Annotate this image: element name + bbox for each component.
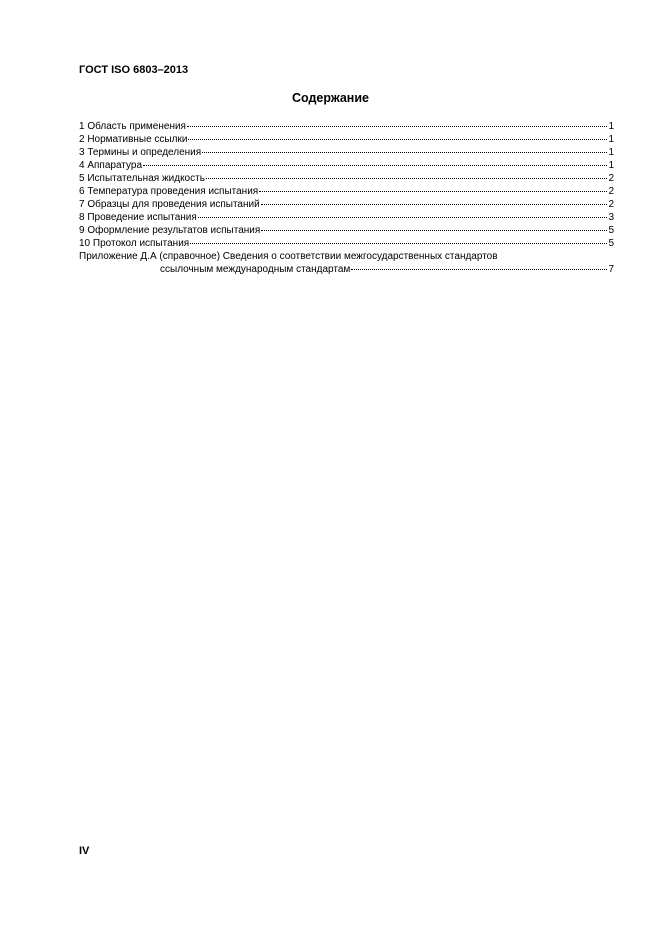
toc-entry-expression-of-results[interactable]	[79, 224, 614, 237]
toc-entry-title: 8 Проведение испытания	[79, 212, 197, 223]
toc-dot-leader	[143, 165, 607, 166]
toc-annex-title-continued: ссылочным международным стандартам	[160, 264, 351, 275]
table-of-contents	[79, 120, 614, 276]
toc-entry-test-temperature[interactable]	[79, 185, 614, 198]
page-number: IV	[79, 845, 90, 857]
toc-dot-leader	[206, 178, 608, 179]
toc-entry-page: 2	[608, 199, 614, 210]
toc-entry-test-specimens[interactable]	[79, 198, 614, 211]
toc-dot-leader	[190, 243, 607, 244]
toc-entry-title: 2 Нормативные ссылки	[79, 134, 188, 145]
toc-entry-terms-definitions[interactable]	[79, 146, 614, 159]
toc-dot-leader	[198, 217, 608, 218]
toc-dot-leader	[188, 139, 607, 140]
toc-entry-title: 4 Аппаратура	[79, 160, 143, 171]
toc-entry-title: 5 Испытательная жидкость	[79, 173, 205, 184]
toc-dot-leader	[202, 152, 607, 153]
toc-entry-page: 1	[608, 160, 614, 171]
toc-entry-page: 5	[608, 225, 614, 236]
toc-entry-apparatus[interactable]	[79, 159, 614, 172]
toc-annex-title: Приложение Д.А (справочное) Сведения о соответствии межгосударственных стандартов	[79, 251, 498, 262]
toc-entry-page: 3	[608, 212, 614, 223]
toc-entry-title: 1 Область применения	[79, 121, 186, 132]
toc-entry-procedure[interactable]	[79, 211, 614, 224]
toc-entry-title: 9 Оформление результатов испытания	[79, 225, 261, 236]
toc-dot-leader	[187, 126, 607, 127]
toc-entry-page: 1	[608, 147, 614, 158]
toc-entry-title: 6 Температура проведения испытания	[79, 186, 259, 197]
toc-heading: Содержание	[291, 91, 369, 105]
document-code: ГОСТ ISO 6803–2013	[79, 64, 189, 76]
toc-entry-page: 2	[608, 173, 614, 184]
toc-entry-normative-references[interactable]	[79, 133, 614, 146]
toc-entry-annex-line1[interactable]	[79, 250, 614, 263]
toc-entry-title: 7 Образцы для проведения испытаний	[79, 199, 260, 210]
toc-dot-leader	[351, 269, 607, 270]
toc-entry-annex-line2[interactable]	[79, 263, 614, 276]
toc-entry-page: 1	[608, 134, 614, 145]
toc-dot-leader	[259, 191, 607, 192]
toc-entry-scope[interactable]	[79, 120, 614, 133]
toc-entry-title: 10 Протокол испытания	[79, 238, 190, 249]
toc-entry-page: 2	[608, 186, 614, 197]
toc-entry-test-liquid[interactable]	[79, 172, 614, 185]
toc-entry-page: 5	[608, 238, 614, 249]
toc-dot-leader	[261, 230, 607, 231]
toc-dot-leader	[261, 204, 608, 205]
toc-entry-title: 3 Термины и определения	[79, 147, 202, 158]
toc-entry-page: 1	[608, 121, 614, 132]
toc-entry-page: 7	[608, 264, 614, 275]
toc-entry-test-report[interactable]	[79, 237, 614, 250]
